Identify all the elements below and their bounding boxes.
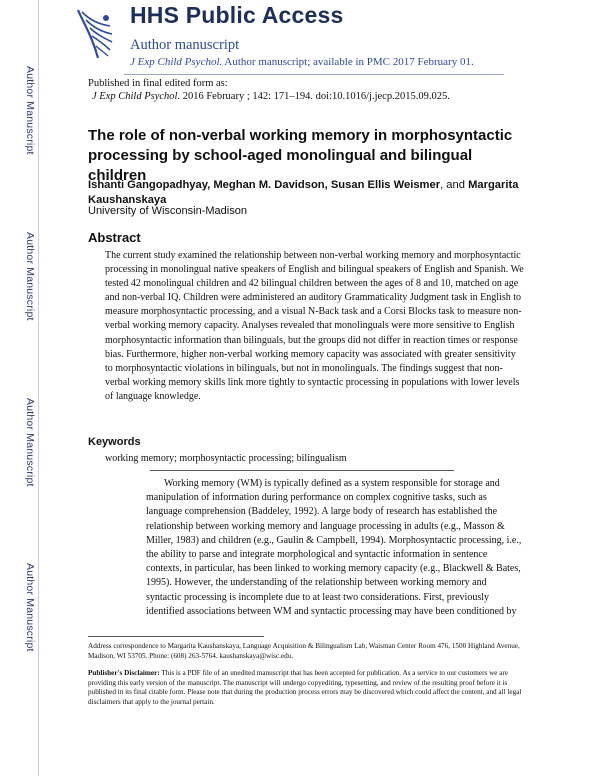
header-divider	[124, 74, 504, 75]
authors-main: Ishanti Gangopadhyay, Meghan M. Davidson, Susan Ellis Weismer	[88, 179, 441, 191]
authors-and: , and	[440, 179, 469, 191]
disclaimer-label: Publisher's Disclaimer:	[88, 669, 160, 677]
side-label-author-manuscript-4: Author Manuscript	[24, 563, 36, 652]
footnote-divider	[88, 636, 264, 637]
keywords-divider	[150, 470, 454, 471]
abstract-heading: Abstract	[88, 230, 141, 245]
body-paragraph: Working memory (WM) is typically defined as a system responsible for storage and manipulation of information during performance on complex cognitive tasks, such as language comprehension (Baddeley, 1992). A large body of research has established the relationship between working memory and language processing in adults (e.g., Masson & Miller, 1983) and children (e.g., Gaulin & Campbell, 1994). Morphosyntactic processing, i.e., the ability to parse and integrate morphological and syntactic information in sentence contexts, in particular, has been linked to working memory capacity (e.g., Blackwell & Bates, 1995). However, the understanding of the relationship between working memory and syntactic processing is incomplete due to at least two considerations. First, previously identified associations between WM and syntactic processing may have been conditioned by	[146, 478, 522, 617]
publisher-disclaimer	[88, 669, 522, 707]
article-title: The role of non-verbal working memory in morphosyntactic processing by school-aged monolingual and bilingual children	[88, 127, 513, 184]
hhs-eagle-icon	[76, 6, 116, 62]
citation-journal: J Exp Child Psychol.	[92, 91, 181, 102]
disclaimer-text: This is a PDF file of an unedited manuscript that has been accepted for publication. As a service to our customers we are providing this early version of the manuscript. The manuscript will undergo copyediting, typesetting, and review of the resulting proof before it is published in its final citable form. Please note that during the production process errors may be discovered which could affect the content, and all legal disclaimers that apply to the journal pertain.	[88, 669, 522, 706]
keywords-list: working memory; morphosyntactic processing; bilingualism	[105, 453, 347, 464]
author-manuscript-subtitle: Author manuscript	[130, 37, 240, 53]
published-label: Published in final edited form as:	[88, 78, 228, 89]
side-label-author-manuscript-2: Author Manuscript	[24, 232, 36, 321]
citation-details: 2016 February ; 142: 171–194. doi:10.1016/j.jecp.2015.09.025.	[180, 91, 450, 102]
author-list	[88, 178, 528, 208]
side-band-rule	[38, 0, 39, 776]
author-last: Margarita Kaushanskaya	[88, 179, 519, 206]
journal-abbrev: J Exp Child Psychol.	[130, 56, 223, 68]
journal-availability-line	[130, 56, 474, 68]
journal-status: Author manuscript; available in PMC 2017 February 01.	[222, 56, 474, 68]
side-label-author-manuscript-1: Author Manuscript	[24, 66, 36, 155]
hhs-public-access-title: HHS Public Access	[130, 2, 344, 28]
publication-citation	[92, 91, 450, 102]
abstract-text: The current study examined the relationship between non-verbal working memory and morphosyntactic processing in monolingual native speakers of English and bilingual speakers of English and Spanish. We tested 42 monolingual children and 42 bilingual children between the ages of 8 and 10, matched on age and non-verbal IQ. Children were administered an auditory Grammaticality Judgment task in English to measure morphosyntactic processing, and a visual N-Back task and a Corsi Blocks task to measure non-verbal working memory capacity. Analyses revealed that monolinguals were more sensitive to English morphosyntactic information than bilinguals, but the groups did not differ in reaction times or response bias. Furthermore, higher non-verbal working memory capacity was associated with greater sensitivity to morphosyntactic violations in bilinguals, but not in monolinguals. The findings suggest that non-verbal working memory skills link more tightly to syntactic processing in populations with lower levels of language knowledge.	[105, 250, 524, 402]
correspondence-footnote: Address correspondence to Margarita Kaushanskaya, Language Acquisition & Bilingualism Lab, Waisman Center Room 476, 1500 Highland Avenue, Madison, WI 53705. Phone: (608) 263-5764. kaushanskaya@wisc.edu.	[88, 642, 520, 660]
keywords-heading: Keywords	[88, 436, 141, 448]
affiliation: University of Wisconsin-Madison	[88, 205, 247, 217]
side-label-author-manuscript-3: Author Manuscript	[24, 398, 36, 487]
